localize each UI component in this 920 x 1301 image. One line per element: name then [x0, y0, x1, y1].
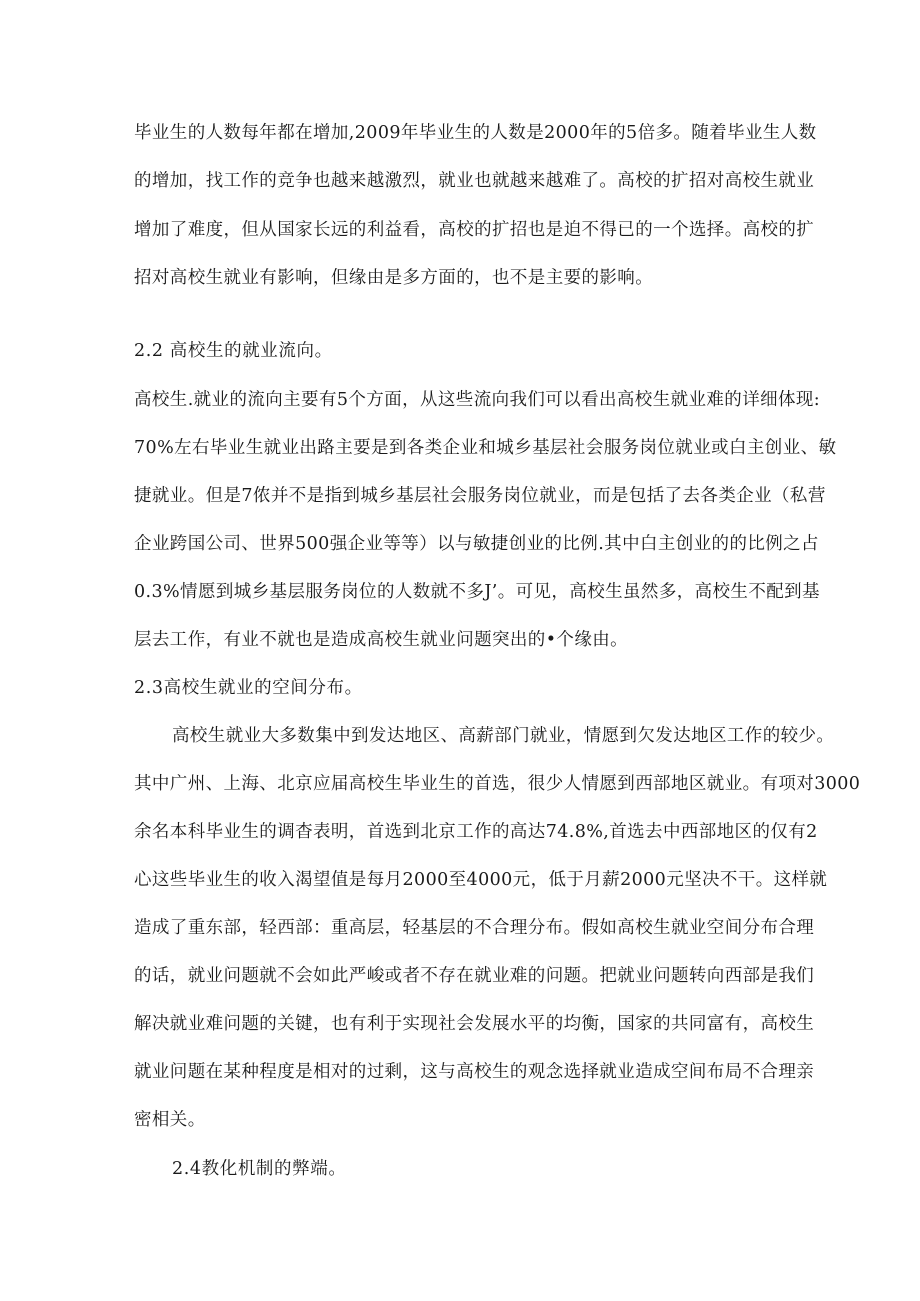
paragraph-line: 招对高校生就业有影响，但缘由是多方面的，也不是主要的影响。 — [134, 268, 654, 288]
section-heading: 2.3高校生就业的空间分布。 — [134, 678, 363, 698]
paragraph-line: 增加了难度，但从国家长远的利益看，高校的扩招也是迫不得已的一个选择。高校的扩 — [134, 220, 815, 240]
paragraph-line: 心这些毕业生的收入渴望值是每月2000至4000元，低于月薪2000元坚决不干。这样就 — [134, 870, 828, 890]
paragraph-line: 解决就业难问题的关键，也有利于实现社会发展水平的均衡，国家的共同富有，高校生 — [134, 1014, 815, 1034]
paragraph-line: 的增加，找工作的竞争也越来越激烈，就业也就越来越难了。高校的扩招对高校生就业 — [134, 171, 815, 191]
paragraph-line: 就业问题在某种程度是相对的过剩，这与高校生的观念选择就业造成空间布局不合理亲 — [134, 1062, 815, 1082]
paragraph-line: 密相关。 — [134, 1110, 206, 1130]
paragraph-line: 高校生就业大多数集中到发达地区、高薪部门就业，情愿到欠发达地区工作的较少。 — [172, 726, 835, 746]
paragraph-line: 余名本科毕业生的调杳表明，首选到北京工作的高达74.8%,首选去中西部地区的仅有2 — [134, 822, 818, 842]
paragraph-line: 企业跨国公司、世界500强企业等等）以与敏捷创业的比例.其中白主创业的的比例之占 — [134, 534, 819, 554]
paragraph-line: 高校生.就业的流向主要有5个方面，从这些流向我们可以看出高校生就业难的详细体现: — [134, 390, 821, 410]
paragraph-line: 毕业生的人数每年都在增加,2009年毕业生的人数是2000年的5倍多。随着毕业生人数 — [134, 123, 817, 143]
paragraph-line: 层去工作，有业不就也是造成高校生就业问题突出的•个缘由。 — [134, 630, 629, 650]
paragraph-line: 70%左右毕业生就业出路主要是到各类企业和城乡基层社会服务岗位就业或白主创业、敏 — [134, 438, 837, 458]
paragraph-line: 捷就业。但是7侬并不是指到城乡基层社会服务岗位就业，而是包括了去各类企业（私营 — [134, 486, 826, 506]
section-heading: 2.2 高校生的就业流向。 — [134, 341, 333, 361]
section-heading: 2.4教化机制的弊端。 — [172, 1159, 347, 1179]
paragraph-line: 0.3%情愿到城乡基层服务岗位的人数就不多J’。可见，高校生虽然多，高校生不配到基 — [134, 582, 820, 602]
paragraph-line: 造成了重东部，轻西部：重高层，轻基层的不合理分布。假如高校生就业空间分布合理 — [134, 918, 815, 938]
paragraph-line: 其中广州、上海、北京应届高校生毕业生的首选，很少人情愿到西部地区就业。有项对3000 — [134, 774, 861, 794]
paragraph-line: 的话，就业问题就不会如此严峻或者不存在就业难的问题。把就业问题转向西部是我们 — [134, 966, 815, 986]
